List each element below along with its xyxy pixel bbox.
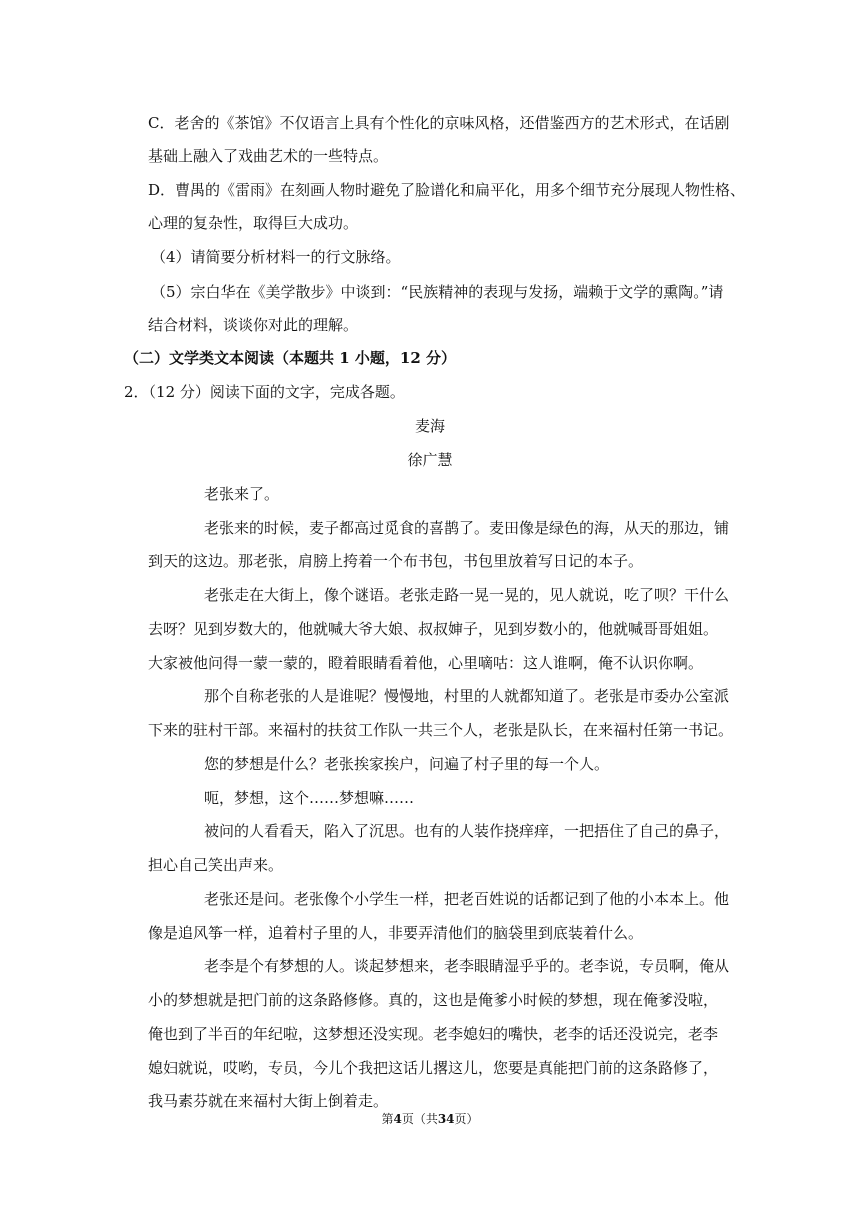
passage-author: 徐广慧 <box>407 451 453 469</box>
footer-current-page: 4 <box>393 1112 402 1126</box>
passage-title: 麦海 <box>414 417 445 435</box>
sub-question-5-line-2: 结合材料，谈谈你对此的理解。 <box>148 316 359 334</box>
option-c-line-1: C．老舍的《茶馆》不仅语言上具有个性化的京味风格，还借鉴西方的艺术形式，在话剧 <box>148 114 730 132</box>
option-d-line-1: D．曹禺的《雷雨》在刻画人物时避免了脸谱化和扁平化，用多个细节充分展现人物性格、 <box>148 181 746 199</box>
passage-line: 大家被他问得一蒙一蒙的，瞪着眼睛看着他，心里嘀咕：这人谁啊，俺不认识你啊。 <box>148 654 704 672</box>
footer-suffix: 页） <box>454 1112 479 1126</box>
page-footer <box>0 1111 860 1127</box>
question-2-stem: 2．（12 分）阅读下面的文字，完成各题。 <box>124 383 405 401</box>
footer-prefix: 第 <box>381 1112 394 1126</box>
passage-line: 老张走在大街上，像个谜语。老张走路一晃一晃的，见人就说，吃了呗？干什么 <box>204 586 730 604</box>
passage-line: 被问的人看看天，陷入了沉思。也有的人装作挠痒痒，一把捂住了自己的鼻子， <box>204 822 730 840</box>
option-c-line-2: 基础上融入了戏曲艺术的一些特点。 <box>148 147 389 165</box>
passage-line: 媳妇就说，哎哟，专员，今儿个我把这话儿撂这儿，您要是真能把门前的这条路修了， <box>148 1059 719 1077</box>
passage-line: 下来的驻村干部。来福村的扶贫工作队一共三个人，老张是队长，在来福村任第一书记。 <box>148 721 734 739</box>
passage-line: 我马素芬就在来福村大街上倒着走。 <box>148 1092 389 1110</box>
passage-line: 到天的这边。那老张，肩膀上挎着一个布书包，书包里放着写日记的本子。 <box>148 552 644 570</box>
passage-line: 老张来了。 <box>204 485 280 503</box>
passage-line: 小的梦想就是把门前的这条路修修。真的，这也是俺爹小时候的梦想，现在俺爹没啦， <box>148 991 719 1009</box>
passage-line: 呃，梦想，这个……梦想嘛…… <box>204 789 415 807</box>
passage-line: 像是追风筝一样，追着村子里的人，非要弄清他们的脑袋里到底装着什么。 <box>148 924 644 942</box>
sub-question-4: （4）请简要分析材料一的行文脉络。 <box>151 248 401 266</box>
passage-line: 您的梦想是什么？老张挨家挨户，问遍了村子里的每一个人。 <box>204 755 610 773</box>
passage-line: 去呀？见到岁数大的，他就喊大爷大娘、叔叔婶子，见到岁数小的，他就喊哥哥姐姐。 <box>148 620 719 638</box>
passage-line: 老李是个有梦想的人。谈起梦想来，老李眼睛湿乎乎的。老李说，专员啊，俺从 <box>204 957 730 975</box>
footer-total-pages: 34 <box>437 1112 455 1126</box>
sub-question-5-line-1: （5）宗白华在《美学散步》中谈到：“民族精神的表现与发扬，端赖于文学的熏陶。”请 <box>151 283 724 301</box>
footer-middle: 页（共 <box>401 1112 438 1126</box>
passage-line: 老张来的时候，麦子都高过觅食的喜鹊了。麦田像是绿色的海，从天的那边，铺 <box>204 519 730 537</box>
section-heading: （二）文学类文本阅读（本题共 1 小题，12 分） <box>124 349 456 367</box>
option-d-line-2: 心理的复杂性，取得巨大成功。 <box>148 214 359 232</box>
passage-line: 担心自己笑出声来。 <box>148 856 284 874</box>
passage-line: 老张还是问。老张像个小学生一样，把老百姓说的话都记到了他的小本本上。他 <box>204 890 730 908</box>
passage-line: 俺也到了半百的年纪啦，这梦想还没实现。老李媳妇的嘴快，老李的话还没说完，老李 <box>148 1025 719 1043</box>
passage-line: 那个自称老张的人是谁呢？慢慢地，村里的人就都知道了。老张是市委办公室派 <box>204 687 730 705</box>
